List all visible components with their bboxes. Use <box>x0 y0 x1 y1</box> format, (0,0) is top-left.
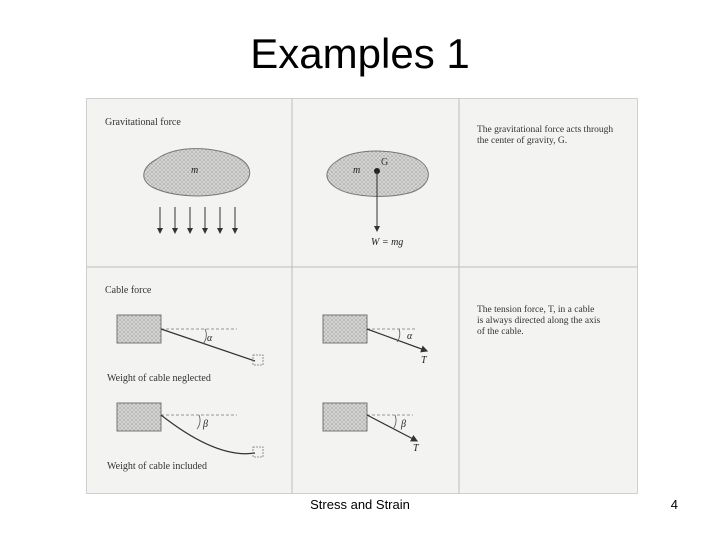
heading-gravitational-force: Gravitational force <box>105 117 181 128</box>
support-block <box>323 315 367 343</box>
beta-label-right: β <box>401 419 406 430</box>
figure-drawing <box>87 99 637 493</box>
gravity-arrows <box>160 207 235 233</box>
beta-arc <box>197 415 200 429</box>
tension-label-top: T <box>421 355 427 366</box>
alpha-label-left: α <box>207 333 213 344</box>
scanned-figure <box>86 98 638 494</box>
cable-caption: The tension force, T, in a cable is always directed along the axis of the cable. <box>477 305 601 337</box>
cable-end-box <box>253 447 263 457</box>
beta-label-left: β <box>203 419 208 430</box>
mass-label-right: m <box>353 165 361 176</box>
tension-vector <box>367 329 427 351</box>
heading-cable-force: Cable force <box>105 285 152 296</box>
beta-arc <box>393 415 396 429</box>
cable-end-box <box>253 355 263 365</box>
support-block <box>323 403 367 431</box>
page-number: 4 <box>670 497 678 512</box>
gravitational-caption: The gravitational force acts through the center of gravity, G. <box>477 125 614 146</box>
tension-label-bottom: T <box>413 443 419 454</box>
support-block <box>117 315 161 343</box>
tension-vector <box>367 415 417 441</box>
center-of-gravity-label: G <box>381 157 389 168</box>
slide-title: Examples 1 <box>250 30 470 77</box>
label-cable-neglected: Weight of cable neglected <box>107 373 211 384</box>
label-cable-included: Weight of cable included <box>107 461 207 472</box>
cable-sagging <box>161 415 255 454</box>
weight-label: W = mg <box>371 237 404 248</box>
alpha-label-right: α <box>407 331 413 342</box>
mass-label-left: m <box>191 165 199 176</box>
support-block <box>117 403 161 431</box>
alpha-arc <box>203 329 206 344</box>
footer-title: Stress and Strain <box>310 497 410 512</box>
